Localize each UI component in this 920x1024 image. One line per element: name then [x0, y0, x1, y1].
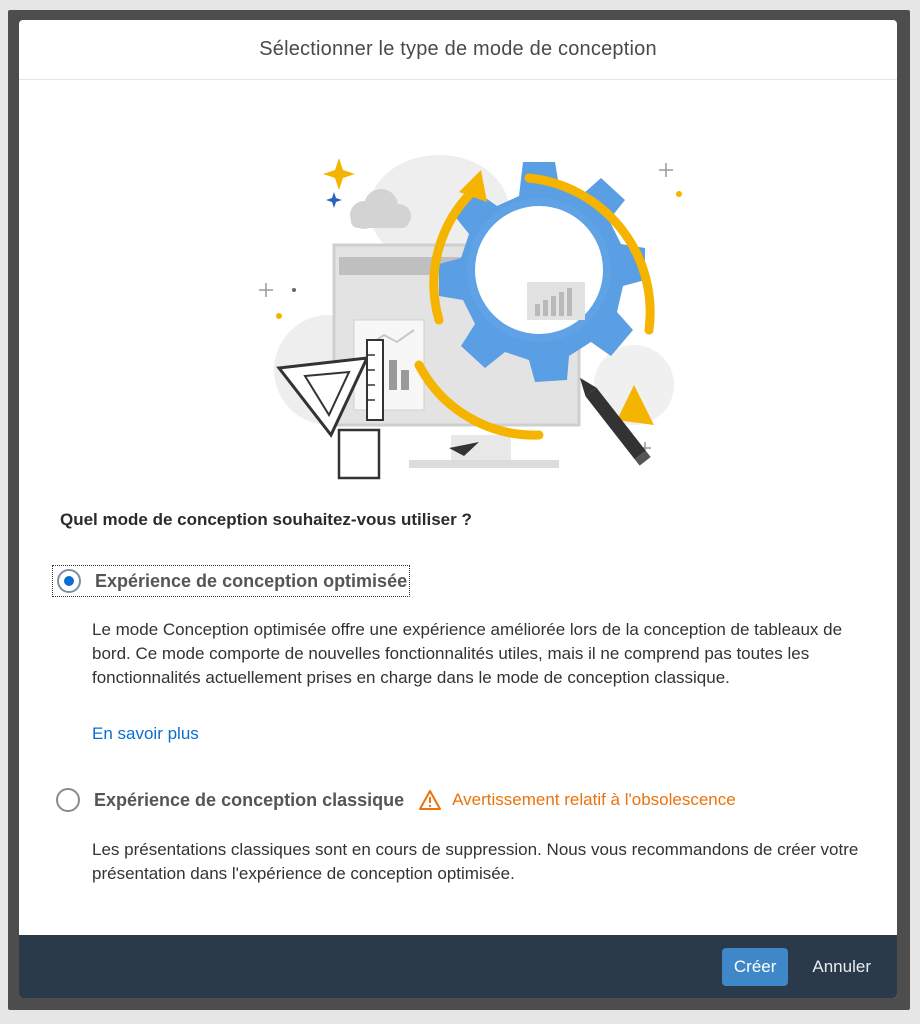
option-optimized-label: Expérience de conception optimisée — [95, 570, 408, 591]
create-button[interactable]: Créer — [722, 948, 789, 986]
cancel-button[interactable]: Annuler — [808, 948, 875, 986]
option-classic-label: Expérience de conception classique — [94, 789, 405, 810]
option-optimized-description: Le mode Conception optimisée offre une expérience améliorée lors de la conception de tableaux de bord. Ce mode comporte de nouvelles fonctionnalités utiles, mais il ne comprend pas toutes les fonctionnalités actuellement prises en charge dans le mode de conception classique. — [92, 620, 843, 687]
deprecation-warning — [418, 789, 736, 811]
option-classic-description: Les présentations classiques sont en cours de suppression. Nous vous recommandons de créer votre présentation dans l'expérience de conception optimisée. — [92, 840, 859, 883]
dialog-header — [19, 20, 897, 80]
radio-selected-dot — [64, 576, 74, 586]
option-optimized-design[interactable] — [52, 565, 410, 597]
learn-more-link[interactable]: En savoir plus — [92, 724, 199, 743]
dialog-title: Sélectionner le type de mode de conception — [259, 38, 657, 60]
mode-question: Quel mode de conception souhaitez-vous utiliser ? — [60, 510, 472, 529]
radio-optimized[interactable] — [57, 569, 81, 593]
design-mode-dialog — [19, 20, 897, 998]
deprecation-warning-text: Avertissement relatif à l'obsolescence — [452, 790, 736, 809]
design-mode-illustration — [239, 130, 689, 480]
warning-triangle-icon — [418, 789, 442, 811]
dialog-footer — [19, 935, 897, 998]
option-classic-design[interactable] — [52, 788, 738, 812]
radio-classic[interactable] — [56, 788, 80, 812]
